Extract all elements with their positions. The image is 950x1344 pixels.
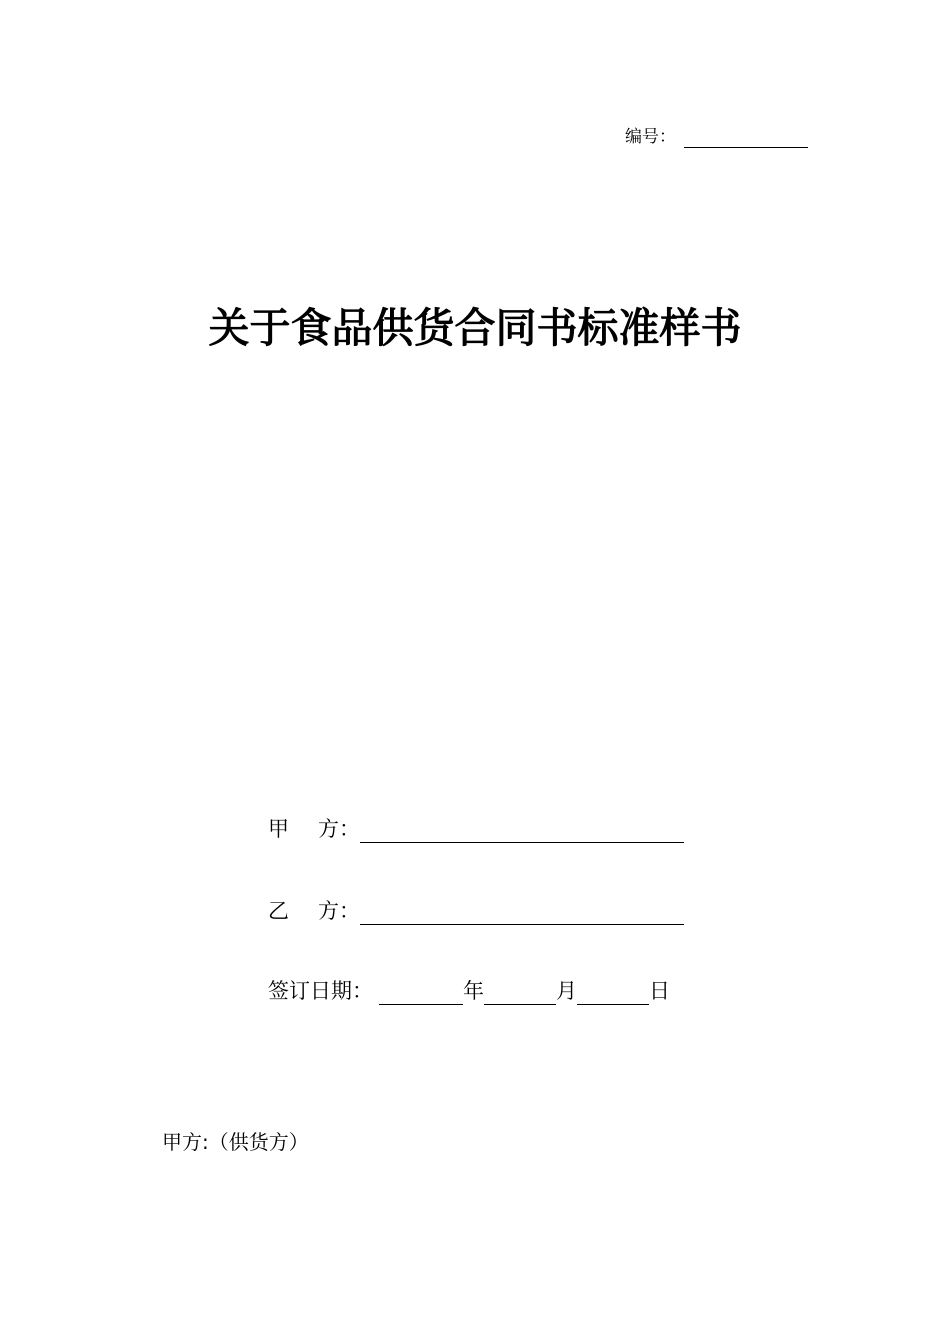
party-b-label-char1: 乙	[268, 899, 289, 923]
sign-date-day-blank[interactable]	[577, 980, 649, 1005]
sign-date-field	[268, 977, 670, 1005]
party-b-label	[268, 897, 360, 925]
sign-date-month-blank[interactable]	[484, 980, 556, 1005]
sign-date-month-label: 月	[556, 979, 577, 1003]
document-number-blank[interactable]	[684, 129, 808, 148]
sign-date-day-label: 日	[649, 979, 670, 1003]
sign-date-year-label: 年	[463, 979, 484, 1003]
party-b-field	[268, 897, 684, 925]
document-number	[625, 126, 808, 148]
party-a-label-char1: 甲	[268, 817, 289, 841]
sign-date-year-blank[interactable]	[379, 980, 463, 1005]
party-b-label-char2-text: 方	[318, 899, 339, 923]
document-number-label: 编号：	[625, 127, 676, 147]
party-b-label-char2	[318, 897, 360, 925]
party-a-colon: ：	[339, 817, 360, 841]
party-b-colon: ：	[339, 899, 360, 923]
party-a-label-char2	[318, 815, 360, 843]
party-a-blank[interactable]	[360, 818, 684, 843]
party-a-label-char2-text: 方	[318, 817, 339, 841]
party-a-label	[268, 815, 360, 843]
party-a-supplier-heading: 甲方:（供货方）	[162, 1130, 309, 1154]
party-a-field	[268, 815, 684, 843]
document-title: 关于食品供货合同书标准样书	[208, 304, 742, 352]
party-b-blank[interactable]	[360, 900, 684, 925]
sign-date-label: 签订日期：	[268, 979, 373, 1003]
